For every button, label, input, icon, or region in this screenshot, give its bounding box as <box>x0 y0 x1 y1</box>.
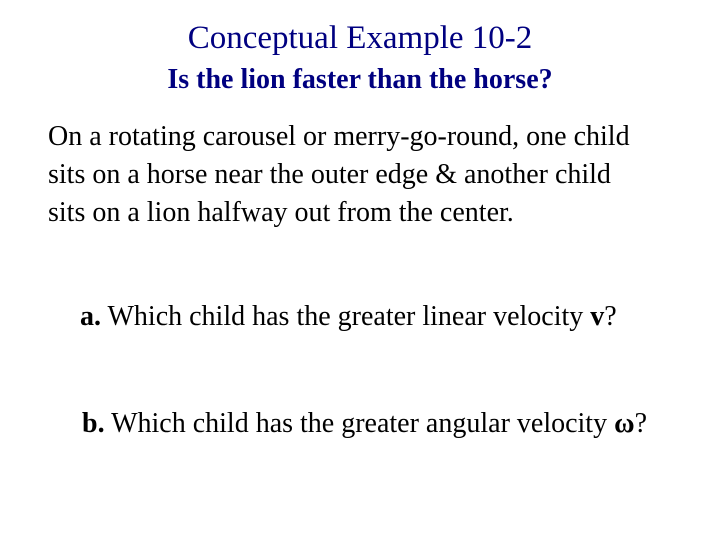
question-variable: ω <box>614 408 635 439</box>
question-variable: v <box>590 301 605 332</box>
question-label: b. <box>82 408 105 439</box>
intro-line: On a rotating carousel or merry-go-round, one child <box>48 121 630 152</box>
slide-subtitle: Is the lion faster than the horse? <box>167 64 553 95</box>
intro-line: sits on a lion halfway out from the center. <box>48 197 514 228</box>
question-a <box>80 299 617 335</box>
intro-paragraph <box>48 118 708 232</box>
question-mark: ? <box>604 301 617 332</box>
intro-line: sits on a horse near the outer edge & another child <box>48 159 611 190</box>
question-mark: ? <box>634 408 647 439</box>
question-b <box>82 406 647 442</box>
question-text: Which child has the greater angular velocity <box>104 408 615 439</box>
question-label: a. <box>80 301 101 332</box>
question-text: Which child has the greater linear velocity <box>101 301 591 332</box>
slide-title: Conceptual Example 10-2 <box>187 20 533 56</box>
